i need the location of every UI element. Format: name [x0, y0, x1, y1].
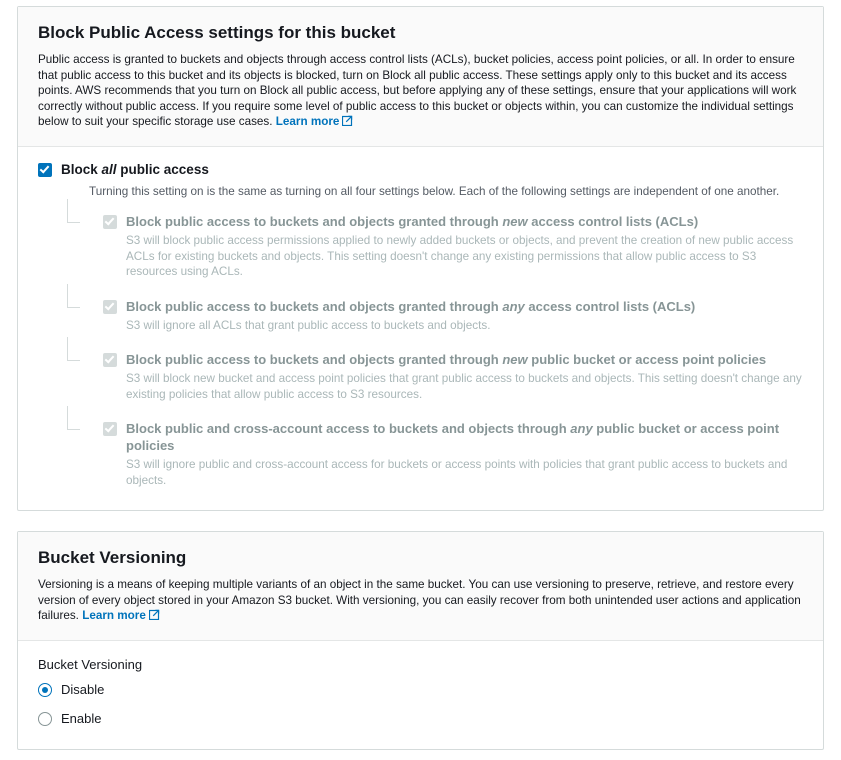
versioning-disable-label: Disable — [61, 681, 105, 697]
bucket-versioning-group-label: Bucket Versioning — [38, 656, 143, 672]
sub-setting-any-acls-description: S3 will ignore all ACLs that grant public access to buckets and objects. — [126, 318, 491, 332]
block-all-public-access-checkbox[interactable] — [38, 163, 52, 177]
bucket-versioning-body — [18, 641, 823, 749]
versioning-disable-radio[interactable] — [38, 683, 52, 697]
bucket-versioning-header — [18, 532, 823, 641]
block-all-public-access-label: Block all public access — [61, 161, 209, 177]
learn-more-link-bucket-versioning[interactable] — [82, 609, 160, 622]
tree-connector-icon — [67, 351, 89, 402]
block-public-access-description-text: Public access is granted to buckets and objects through access control lists (ACLs), bucket policies, access point policies, or all. In order to ensure that public access to this bucket and its objects is blocked, turn on Block all public access. These settings apply only to this bucket and its access points. AWS recommends that you turn on Block all public access, but before applying any of these settings, ensure that your applications will work correctly without public access. If you require some level of public access to this bucket or objects within, you can customize the individual settings below to suit your specific storage use cases. — [38, 53, 797, 128]
sub-setting-any-acls[interactable] — [67, 298, 803, 334]
page-title: Block Public Access settings for this bucket — [38, 23, 396, 42]
block-public-access-card — [17, 6, 824, 511]
sub-setting-any-policies-description: S3 will ignore public and cross-account access for buckets or access points with policies that grant public access to buckets and objects. — [126, 458, 788, 487]
versioning-option-disable[interactable] — [38, 682, 803, 698]
bucket-versioning-description — [38, 577, 803, 624]
sub-setting-any-policies[interactable] — [67, 420, 803, 488]
sub-setting-new-acls-label: Block public access to buckets and objects granted through new access control lists (ACLs) — [126, 214, 699, 229]
bucket-versioning-description-text: Versioning is a means of keeping multiple variants of an object in the same bucket. You can use versioning to preserve, retrieve, and restore every version of every object stored in your Amazon S3 bucket. With versioning, you can easily recover from both unintended user actions and application failures. — [38, 578, 801, 622]
sub-setting-new-acls-checkbox[interactable] — [103, 215, 117, 229]
sub-setting-any-policies-label: Block public and cross-account access to buckets and objects through any public bucket or access point policies — [126, 421, 780, 453]
tree-connector-icon — [67, 213, 89, 280]
sub-setting-new-acls[interactable] — [67, 213, 803, 280]
sub-setting-new-policies-description: S3 will block new bucket and access point policies that grant public access to buckets and objects. This setting doesn't change any existing policies that allow public access to S3 resources. — [126, 372, 802, 401]
tree-connector-icon — [67, 298, 89, 334]
tree-connector-icon — [67, 420, 89, 488]
learn-more-label: Learn more — [82, 609, 146, 622]
block-all-public-access-description: Turning this setting on is the same as turning on all four settings below. Each of the following settings are independent of one another. — [89, 184, 780, 198]
versioning-enable-label: Enable — [61, 710, 102, 726]
sub-setting-any-acls-label: Block public access to buckets and objects granted through any access control lists (ACLs) — [126, 298, 696, 314]
sub-setting-new-acls-description: S3 will block public access permissions applied to newly added buckets or objects, and prevent the creation of new public access ACLs for existing buckets and objects. This setting doesn't change any existing permissions that allow public access to S3 resources using ACLs. — [126, 234, 794, 278]
sub-setting-any-acls-checkbox[interactable] — [103, 300, 117, 314]
learn-more-link-block-public-access[interactable] — [276, 115, 354, 128]
bucket-versioning-card — [17, 531, 824, 750]
sub-setting-any-policies-checkbox[interactable] — [103, 422, 117, 436]
sub-setting-new-policies-checkbox[interactable] — [103, 353, 117, 367]
versioning-enable-radio[interactable] — [38, 712, 52, 726]
sub-setting-new-policies[interactable] — [67, 351, 803, 402]
block-public-access-sub-settings — [67, 213, 803, 488]
block-public-access-body — [18, 147, 823, 511]
versioning-option-enable[interactable] — [38, 711, 803, 727]
external-link-icon — [342, 115, 353, 126]
sub-setting-new-policies-label: Block public access to buckets and objects granted through new public bucket or access point policies — [126, 352, 767, 367]
block-all-public-access-row[interactable] — [38, 161, 803, 178]
external-link-icon — [149, 609, 160, 620]
settings-page — [0, 6, 841, 750]
bucket-versioning-title: Bucket Versioning — [38, 548, 187, 567]
block-public-access-description — [38, 52, 803, 130]
learn-more-label: Learn more — [275, 115, 340, 128]
block-public-access-header — [18, 7, 823, 147]
